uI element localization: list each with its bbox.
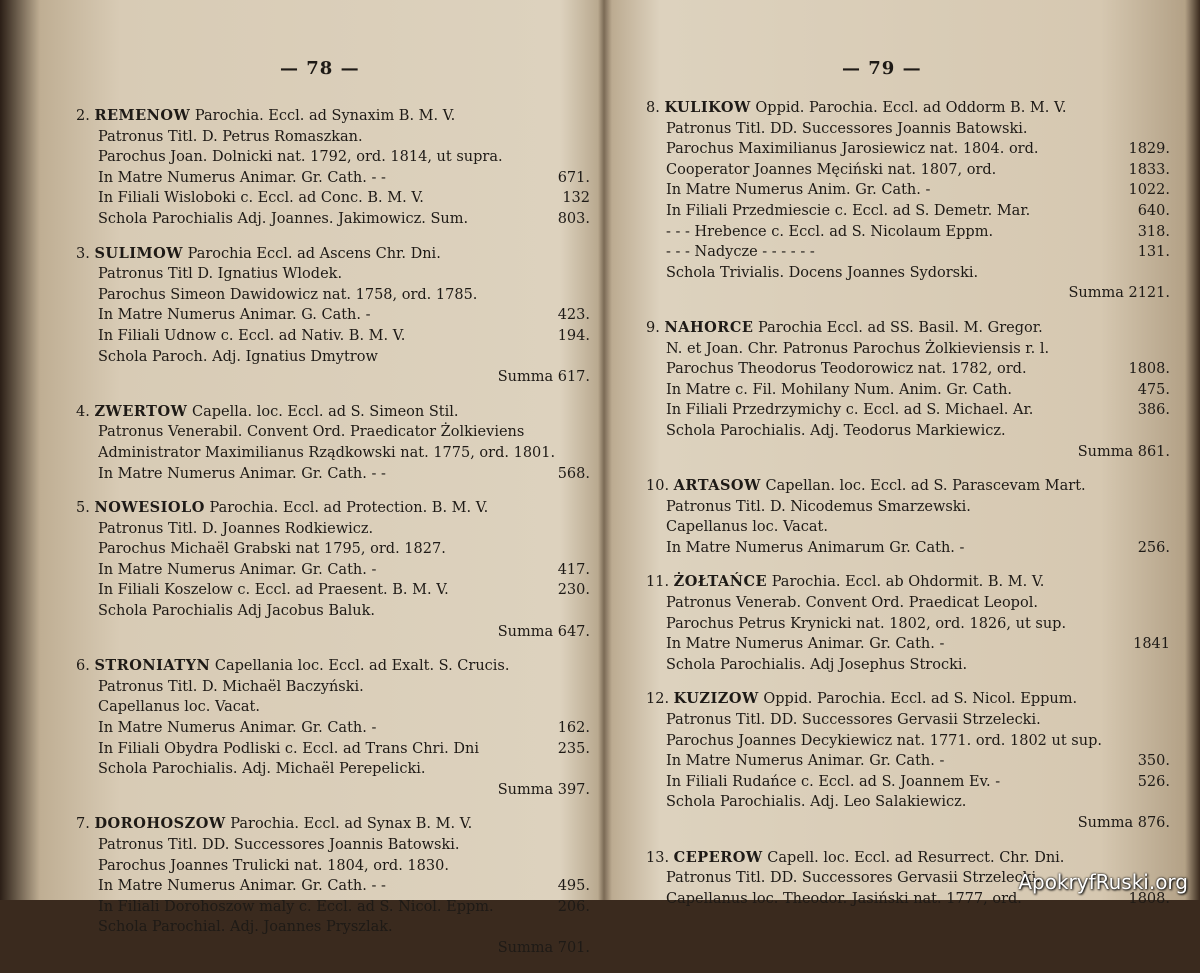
entry-line — [40, 147, 590, 168]
entry-line — [40, 560, 590, 581]
entry-line — [610, 222, 1170, 243]
entry-number: 417. — [557, 561, 590, 578]
entry-text: N. et Joan. Chr. Patronus Parochus Żolkieviensis r. l. — [666, 340, 1050, 357]
entry-line — [610, 421, 1170, 442]
entry-number: 568. — [557, 465, 590, 482]
entry-text: 2. REMENOW Parochia. Eccl. ad Synaxim B. M. V. — [76, 107, 456, 124]
entry-number: 132 — [562, 190, 590, 207]
entry-line — [610, 400, 1170, 421]
entry-number: 1829. — [1128, 141, 1170, 158]
entry-text: In Matre Numerus Animarum Gr. Cath. - — [666, 539, 965, 556]
entry-text: 4. ZWERTOW Capella. loc. Eccl. ad S. Simeon Stil. — [76, 402, 459, 420]
entry-text: In Matre Numerus Animar. Gr. Cath. - — [98, 720, 377, 737]
parish-heading — [40, 244, 590, 265]
entry-number: 230. — [557, 582, 590, 599]
entry-number: 350. — [1137, 753, 1170, 770]
entry-text: Schola Parochial. Adj. Joannes Pryszlak. — [98, 919, 393, 936]
entry-line — [610, 538, 1170, 559]
entry-text: Schola Parochialis. Adj. Teodorus Markiewicz. — [666, 422, 1006, 439]
parish-entry — [610, 572, 1170, 675]
entry-text: - - - Hrebence c. Eccl. ad S. Nicolaum Eppm. — [666, 223, 994, 240]
entry-line — [40, 188, 590, 209]
parish-entries — [610, 98, 1170, 923]
entry-number: 386. — [1137, 402, 1170, 419]
entry-line — [40, 347, 590, 368]
entry-text: Schola Parochialis. Adj. Michaël Perepelicki. — [98, 761, 426, 778]
parish-heading — [40, 656, 590, 677]
entry-text: 7. DOROHOSZOW Parochia. Eccl. ad Synax B. M. V. — [76, 815, 473, 833]
entry-text: Parochus Michaël Grabski nat 1795, ord. 1827. — [98, 541, 446, 558]
entry-number: 1808. — [1128, 361, 1170, 378]
entry-text: In Matre Numerus Animar. G. Cath. - — [98, 307, 371, 324]
entry-line — [40, 326, 590, 347]
entry-line — [610, 160, 1170, 181]
entry-line — [40, 127, 590, 148]
entry-number: 1022. — [1128, 182, 1170, 199]
entry-text: In Matre Numerus Animar. Gr. Cath. - — [98, 561, 377, 578]
entry-text: In Matre Numerus Animar. Gr. Cath. - - — [98, 465, 386, 482]
parish-heading — [610, 572, 1170, 593]
entry-line — [610, 339, 1170, 360]
entry-text: Patronus Titl. DD. Successores Gervasii Strzelecki. — [666, 712, 1041, 729]
entry-line — [610, 634, 1170, 655]
entry-line — [610, 263, 1170, 284]
entry-text: Schola Parochialis. Adj. Leo Salakiewicz. — [666, 794, 967, 811]
entry-text: In Matre Numerus Animar. Gr. Cath. - - — [98, 169, 386, 186]
entry-number: 475. — [1137, 381, 1170, 398]
entry-text: In Filiali Obydra Podliski c. Eccl. ad Trans Chri. Dni — [98, 740, 479, 757]
entry-text: Parochus Theodorus Teodorowicz nat. 1782, ord. — [666, 361, 1027, 378]
entry-text: Patronus Venerab. Convent Ord. Praedicat Leopol. — [666, 595, 1038, 612]
entry-line — [610, 242, 1170, 263]
entry-text: In Filiali Przedmiescie c. Eccl. ad S. Demetr. Mar. — [666, 202, 1031, 219]
parish-heading — [610, 689, 1170, 710]
entry-text: Schola Parochialis. Adj Josephus Strocki. — [666, 656, 968, 673]
entry-number: 671. — [557, 169, 590, 186]
parish-entry — [40, 106, 590, 230]
entry-line — [40, 464, 590, 485]
parish-heading — [610, 98, 1170, 119]
entry-line — [40, 601, 590, 622]
entry-text: Patronus Titl D. Ignatius Wlodek. — [98, 266, 343, 283]
parish-heading — [40, 498, 590, 519]
entry-line — [40, 168, 590, 189]
entry-line — [610, 201, 1170, 222]
entry-text: In Matre c. Fil. Mohilany Num. Anim. Gr. Cath. — [666, 381, 1013, 398]
entry-line — [40, 519, 590, 540]
parish-entry — [40, 656, 590, 800]
entry-line — [610, 614, 1170, 635]
parish-heading — [40, 814, 590, 835]
entry-text: Schola Paroch. Adj. Ignatius Dmytrow — [98, 348, 378, 365]
parish-entry — [610, 98, 1170, 304]
entry-text: 9. NAHORCE Parochia Eccl. ad SS. Basil. M. Gregor. — [646, 318, 1043, 336]
entry-number: 256. — [1137, 539, 1170, 556]
entry-number: 235. — [557, 740, 590, 757]
entry-text: Patronus Venerabil. Convent Ord. Praedicator Żolkieviens — [98, 424, 525, 441]
parish-entry — [610, 476, 1170, 558]
parish-entry — [610, 689, 1170, 833]
entry-number: 1808. — [1128, 890, 1170, 907]
entry-line — [40, 697, 590, 718]
entry-number: 162. — [557, 720, 590, 737]
entry-text: In Filiali Przedrzymichy c. Eccl. ad S. Michael. Ar. — [666, 402, 1034, 419]
entry-text: Capellanus loc. Theodor. Jasiński nat. 1777, ord. — [666, 890, 1022, 907]
entry-number: 1833. — [1128, 161, 1170, 178]
summa-total: Summa 876. — [1077, 815, 1170, 831]
summa-total: Summa 861. — [1077, 443, 1170, 460]
entry-text: Parochus Joannes Decykiewicz nat. 1771. ord. 1802 ut sup. — [666, 732, 1102, 749]
entry-line — [610, 710, 1170, 731]
parish-entry — [610, 318, 1170, 462]
entry-line — [40, 876, 590, 897]
entry-text: Capellanus loc. Vacat. — [666, 519, 828, 536]
entry-text: In Matre Numerus Animar. Gr. Cath. - — [666, 753, 945, 770]
parish-heading — [40, 106, 590, 127]
entry-line — [610, 792, 1170, 813]
parish-heading — [610, 476, 1170, 497]
entry-text: 13. CEPEROW Capell. loc. Eccl. ad Resurrect. Chr. Dni. — [646, 848, 1065, 866]
entry-number: 131. — [1137, 244, 1170, 261]
entry-line — [40, 677, 590, 698]
entry-line — [610, 380, 1170, 401]
entry-line — [610, 731, 1170, 752]
entry-line — [40, 443, 590, 464]
entry-text: Patronus Titl. D. Michaël Baczyński. — [98, 678, 364, 695]
entry-text: - - - Nadycze - - - - - - — [666, 244, 815, 261]
entry-text: Capellanus loc. Vacat. — [98, 699, 260, 716]
parish-heading — [40, 402, 590, 423]
entry-text: Schola Trivialis. Docens Joannes Sydorski. — [666, 264, 979, 281]
entry-text: In Filiali Rudańce c. Eccl. ad S. Joannem Ev. - — [666, 773, 1001, 790]
entry-line — [40, 285, 590, 306]
page-number: — 78 — — [280, 58, 360, 79]
entry-number: 194. — [557, 327, 590, 344]
entry-line — [40, 264, 590, 285]
left-page — [40, 0, 590, 956]
right-page — [610, 0, 1170, 907]
entry-number: 640. — [1137, 202, 1170, 219]
watermark: ApokryfRuski.org — [1018, 870, 1188, 894]
entry-text: 6. STRONIATYN Capellania loc. Eccl. ad Exalt. S. Crucis. — [76, 657, 510, 675]
summa-total: Summa 2121. — [1068, 285, 1170, 302]
entry-line — [40, 539, 590, 560]
entry-text: Patronus Titl. D. Joannes Rodkiewicz. — [98, 520, 374, 537]
summa-total: Summa 647. — [497, 623, 590, 640]
parish-entries — [40, 106, 590, 973]
entry-text: 11. ŻOŁTAŃCE Parochia. Eccl. ab Ohdormit. B. M. V. — [646, 573, 1045, 591]
entry-number: 803. — [557, 210, 590, 227]
entry-text: In Matre Numerus Animar. Gr. Cath. - — [666, 636, 945, 653]
entry-number: 526. — [1137, 773, 1170, 790]
entry-line — [610, 139, 1170, 160]
parish-entry — [40, 814, 590, 958]
parish-entry — [40, 402, 590, 484]
entry-line — [610, 180, 1170, 201]
summa-total: Summa 701. — [497, 939, 590, 956]
entry-text: In Filiali Udnow c. Eccl. ad Nativ. B. M. V. — [98, 327, 406, 344]
entry-text: Cooperator Joannes Męciński nat. 1807, ord. — [666, 161, 997, 178]
entry-text: Parochus Joannes Trulicki nat. 1804, ord. 1830. — [98, 857, 449, 874]
entry-text: Parochus Joan. Dolnicki nat. 1792, ord. 1814, ut supra. — [98, 149, 503, 166]
entry-text: 10. ARTASOW Capellan. loc. Eccl. ad S. Parascevam Mart. — [646, 477, 1086, 495]
entry-line — [40, 856, 590, 877]
entry-line — [40, 305, 590, 326]
page-number: — 79 — — [842, 58, 922, 79]
parish-entry — [40, 498, 590, 642]
entry-line — [610, 517, 1170, 538]
entry-line — [40, 718, 590, 739]
entry-line — [40, 580, 590, 601]
entry-line — [40, 422, 590, 443]
entry-text: Patronus Titl. D. Petrus Romaszkan. — [98, 128, 363, 145]
summa-total: Summa 397. — [497, 781, 590, 798]
entry-text: 3. SULIMOW Parochia Eccl. ad Ascens Chr. Dni. — [76, 244, 441, 262]
parish-heading — [610, 318, 1170, 339]
entry-line — [40, 209, 590, 230]
parish-entry — [40, 244, 590, 388]
entry-text: Patronus Titl. DD. Successores Joannis Batowski. — [666, 120, 1028, 137]
entry-text: Parochus Simeon Dawidowicz nat. 1758, ord. 1785. — [98, 286, 478, 303]
summa-total: Summa 617. — [497, 369, 590, 386]
entry-line — [610, 772, 1170, 793]
entry-text: In Matre Numerus Anim. Gr. Cath. - — [666, 182, 931, 199]
entry-number: 423. — [557, 307, 590, 324]
entry-number: 318. — [1137, 223, 1170, 240]
entry-line — [610, 751, 1170, 772]
entry-text: In Filiali Koszelow c. Eccl. ad Praesent. B. M. V. — [98, 582, 449, 599]
entry-text: In Filiali Wisloboki c. Eccl. ad Conc. B. M. V. — [98, 190, 424, 207]
entry-line — [40, 917, 590, 938]
entry-text: Schola Parochialis Adj. Joannes. Jakimowicz. Sum. — [98, 210, 469, 227]
entry-line — [40, 739, 590, 760]
entry-text: Schola Parochialis Adj Jacobus Baluk. — [98, 603, 376, 620]
entry-line — [40, 835, 590, 856]
entry-text: 5. NOWESIOLO Parochia. Eccl. ad Protection. B. M. V. — [76, 499, 489, 517]
entry-text: 8. KULIKOW Oppid. Parochia. Eccl. ad Oddorm B. M. V. — [646, 99, 1067, 116]
entry-number: 1841 — [1133, 636, 1170, 653]
entry-text: Parochus Maximilianus Jarosiewicz nat. 1804. ord. — [666, 141, 1039, 158]
entry-line — [610, 593, 1170, 614]
entry-text: Patronus Titl. D. Nicodemus Smarzewski. — [666, 498, 971, 515]
entry-text: In Filiali Dorohoszow maly c. Eccl. ad S. Nicol. Eppm. — [98, 898, 494, 915]
entry-line — [610, 497, 1170, 518]
entry-line — [610, 359, 1170, 380]
entry-text: 12. KUZIZOW Oppid. Parochia. Eccl. ad S. Nicol. Eppum. — [646, 690, 1078, 708]
entry-text: Patronus Titl. DD. Successores Joannis Batowski. — [98, 837, 460, 853]
parish-heading — [610, 848, 1170, 869]
entry-text: In Matre Numerus Animar. Gr. Cath. - - — [98, 878, 386, 895]
entry-line — [610, 119, 1170, 140]
entry-number: 495. — [557, 878, 590, 895]
entry-text: Patronus Titl. DD. Successores Gervasii Strzelecki. — [666, 870, 1041, 887]
entry-line — [610, 655, 1170, 676]
entry-line — [40, 759, 590, 780]
entry-text: Administrator Maximilianus Rządkowski nat. 1775, ord. 1801. — [98, 444, 556, 461]
entry-number: 206. — [557, 898, 590, 915]
entry-text: Parochus Petrus Krynicki nat. 1802, ord. 1826, ut sup. — [666, 615, 1067, 632]
